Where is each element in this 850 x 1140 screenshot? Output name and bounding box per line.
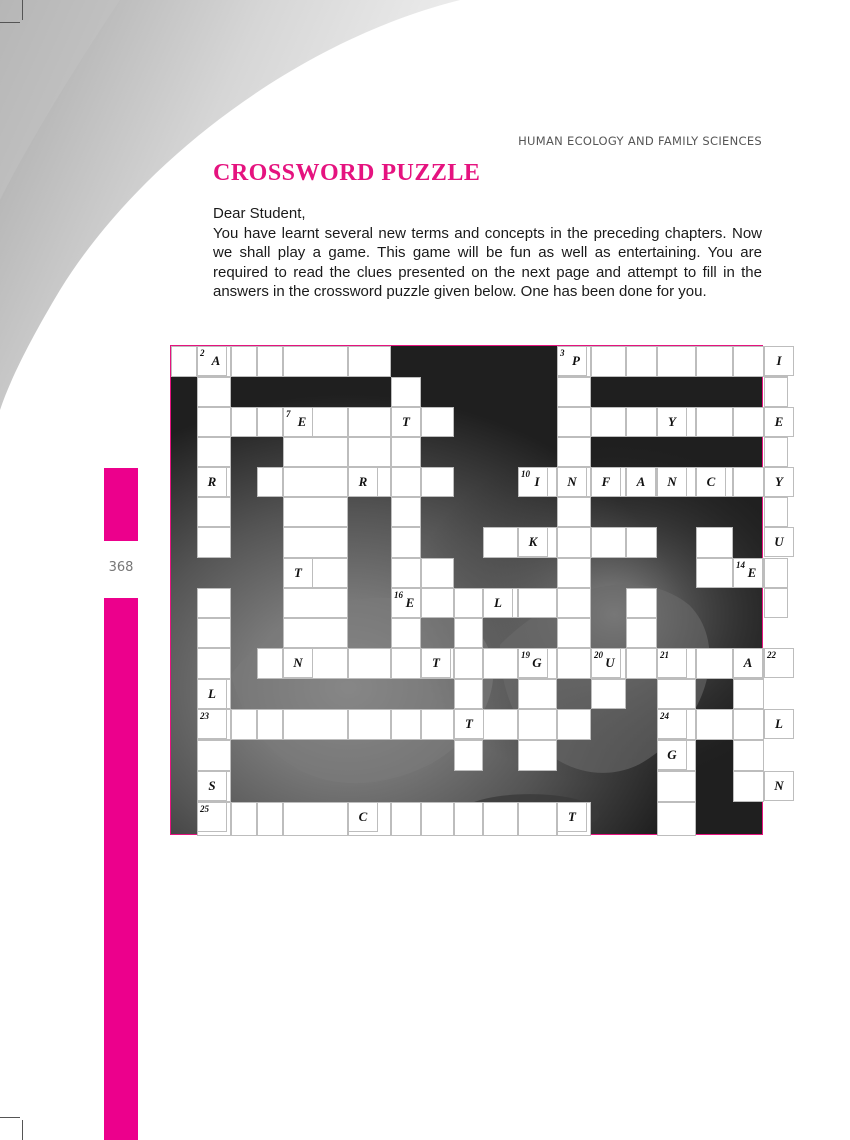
crop-mark: [22, 0, 23, 20]
crossword-cell[interactable]: [557, 407, 591, 437]
cell-letter: Y: [775, 474, 783, 489]
crossword-cell[interactable]: [231, 346, 257, 377]
crossword-cell[interactable]: [257, 467, 283, 497]
crossword-cell[interactable]: [454, 740, 483, 771]
crossword-cell[interactable]: [348, 407, 391, 437]
crossword-cell-filled[interactable]: [518, 527, 548, 557]
crossword-cell[interactable]: [591, 527, 626, 558]
crossword-cell[interactable]: [421, 588, 454, 618]
crossword-cell[interactable]: [557, 377, 591, 407]
crossword-cell-filled[interactable]: [657, 648, 687, 678]
crossword-cell[interactable]: [231, 407, 257, 437]
cell-letter: T: [294, 565, 302, 580]
crossword-cell[interactable]: [733, 709, 764, 740]
crossword-cell[interactable]: [197, 407, 231, 437]
cell-letter: U: [774, 534, 784, 549]
clue-number: 23: [200, 711, 209, 721]
crossword-cell[interactable]: [483, 648, 518, 679]
intro-body: You have learnt several new terms and concepts in the preceding chapters. Now we shall play a game. This game will be fun as well as entertaining. You are required to read the clues presented on the next page and attempt to fill in the answers in the crossword puzzle given below. One has been done for you.: [213, 224, 762, 301]
crossword-cell[interactable]: [626, 527, 657, 558]
crossword-cell[interactable]: [391, 467, 421, 497]
crossword-cell[interactable]: [421, 709, 454, 740]
cell-letter: L: [208, 686, 216, 701]
crossword-cell[interactable]: [557, 437, 591, 467]
crossword-cell[interactable]: [421, 802, 454, 836]
crossword-cell-filled[interactable]: [197, 771, 227, 801]
crossword-cell[interactable]: [696, 648, 733, 679]
crossword-cell-filled[interactable]: [764, 527, 794, 557]
intro-text: [213, 204, 762, 302]
crossword-cell-filled[interactable]: [733, 558, 763, 588]
crop-mark: [0, 1117, 20, 1118]
crossword-cell-filled[interactable]: [657, 407, 687, 437]
crossword-cell[interactable]: [518, 588, 557, 618]
crossword-cell[interactable]: [197, 740, 231, 771]
crossword-cell[interactable]: [283, 588, 348, 618]
crossword-cell-filled[interactable]: [421, 648, 451, 678]
crossword-cell[interactable]: [657, 771, 696, 802]
cell-letter: K: [528, 534, 538, 549]
crossword-cell-filled[interactable]: [764, 709, 794, 739]
crossword-cell[interactable]: [283, 618, 348, 648]
crossword-cell-filled[interactable]: [197, 802, 227, 832]
crossword-cell-filled[interactable]: [696, 467, 726, 497]
crossword-cell[interactable]: [591, 679, 626, 709]
crossword-cell[interactable]: [518, 740, 557, 771]
clue-number: 7: [286, 409, 291, 419]
crossword-cell[interactable]: [197, 527, 231, 558]
crossword-cell[interactable]: [391, 437, 421, 467]
crop-mark: [22, 1120, 23, 1140]
crossword-cell[interactable]: [391, 497, 421, 527]
crossword-cell[interactable]: [657, 802, 696, 836]
crossword-cell-filled[interactable]: [283, 558, 313, 588]
clue-number: 14: [736, 560, 745, 570]
clue-number: 2: [200, 348, 205, 358]
crossword-cell[interactable]: [591, 346, 626, 377]
crossword-cell-filled[interactable]: [348, 467, 378, 497]
crossword-cell[interactable]: [733, 679, 764, 709]
clue-number: 21: [660, 650, 669, 660]
crossword-cell-filled[interactable]: [557, 467, 587, 497]
clue-number: 20: [594, 650, 603, 660]
cell-letter: L: [494, 595, 502, 610]
cell-letter: G: [532, 655, 542, 670]
crossword-cell[interactable]: [454, 618, 483, 648]
crossword-cell[interactable]: [764, 377, 788, 407]
crossword-cell[interactable]: [657, 679, 696, 709]
clue-number: 10: [521, 469, 530, 479]
crossword-cell[interactable]: [283, 802, 348, 836]
crossword-cell-filled[interactable]: [626, 467, 656, 497]
page-number: 368: [108, 560, 134, 575]
crossword-cell[interactable]: [197, 648, 231, 679]
crossword-cell[interactable]: [283, 467, 348, 497]
clue-number: 19: [521, 650, 530, 660]
clue-number: 24: [660, 711, 669, 721]
crossword-cell[interactable]: [626, 588, 657, 618]
crossword-cell[interactable]: [454, 679, 483, 709]
crossword-cell-filled[interactable]: [657, 467, 687, 497]
cell-letter: Y: [668, 414, 676, 429]
cell-letter: L: [775, 716, 783, 731]
cell-letter: R: [207, 474, 217, 489]
crossword-cell-filled[interactable]: [557, 346, 587, 376]
crossword-cell[interactable]: [391, 648, 421, 679]
crossword-cell[interactable]: [197, 618, 231, 648]
crossword-cell[interactable]: [696, 407, 733, 437]
cell-letter: T: [568, 809, 576, 824]
cell-letter: N: [667, 474, 677, 489]
cell-letter: I: [776, 353, 782, 368]
crossword-cell-filled[interactable]: [348, 802, 378, 832]
crossword-cell-filled[interactable]: [591, 648, 621, 678]
cell-letter: T: [465, 716, 473, 731]
crossword-cell[interactable]: [197, 588, 231, 618]
crossword-cell[interactable]: [557, 527, 591, 558]
crossword-cell[interactable]: [733, 346, 764, 377]
cell-letter: R: [358, 474, 368, 489]
cell-letter: E: [774, 414, 784, 429]
crossword-cell-filled[interactable]: [557, 802, 587, 832]
crossword-cell[interactable]: [483, 527, 518, 558]
salutation: Dear Student,: [213, 205, 306, 222]
cell-letter: F: [601, 474, 611, 489]
crossword-cell[interactable]: [557, 618, 591, 648]
crossword-cell[interactable]: [283, 497, 348, 527]
crossword-cell[interactable]: [197, 437, 231, 467]
cell-letter: A: [211, 353, 221, 368]
crossword-cell[interactable]: [733, 771, 764, 802]
cell-letter: N: [567, 474, 577, 489]
crossword-cell-filled[interactable]: [764, 407, 794, 437]
crossword-cell[interactable]: [257, 648, 283, 679]
crossword-cell[interactable]: [557, 497, 591, 527]
crossword-cell[interactable]: [483, 709, 518, 740]
crossword-cell[interactable]: [518, 709, 557, 740]
cell-letter: E: [405, 595, 415, 610]
crossword-cell-filled[interactable]: [283, 648, 313, 678]
crossword-cell[interactable]: [391, 709, 421, 740]
cell-letter: G: [667, 747, 677, 762]
crossword-cell[interactable]: [626, 407, 657, 437]
crossword-cell-filled[interactable]: [518, 467, 548, 497]
crossword-cell[interactable]: [557, 709, 591, 740]
crossword-grid: [170, 345, 784, 835]
crossword-cell[interactable]: [518, 679, 557, 709]
cell-letter: A: [743, 655, 753, 670]
crossword-cell-filled[interactable]: [764, 467, 794, 497]
crossword-cell[interactable]: [348, 648, 391, 679]
crossword-cell[interactable]: [283, 346, 348, 377]
clue-number: 22: [767, 650, 776, 660]
crossword-cell[interactable]: [257, 709, 283, 740]
crossword-cell[interactable]: [348, 437, 391, 467]
crossword-cell[interactable]: [391, 377, 421, 407]
crossword-cell[interactable]: [197, 377, 231, 407]
crossword-cell-filled[interactable]: [518, 648, 548, 678]
crossword-cell-filled[interactable]: [764, 648, 794, 678]
crossword-cell[interactable]: [257, 346, 283, 377]
crossword-cell[interactable]: [348, 346, 391, 377]
crossword-cell[interactable]: [557, 558, 591, 588]
page-title: CROSSWORD PUZZLE: [213, 160, 481, 186]
crossword-cell[interactable]: [283, 527, 348, 558]
crossword-cell[interactable]: [518, 802, 557, 836]
crossword-cell[interactable]: [454, 588, 483, 618]
crossword-cell-filled[interactable]: [657, 740, 687, 770]
crossword-cell-filled[interactable]: [197, 467, 227, 497]
crossword-cell[interactable]: [557, 588, 591, 618]
crossword-cell[interactable]: [391, 558, 421, 588]
cell-letter: E: [747, 565, 757, 580]
crossword-cell[interactable]: [764, 588, 788, 618]
cell-letter: N: [774, 778, 784, 793]
crossword-cell-filled[interactable]: [657, 709, 687, 739]
crossword-cell-filled[interactable]: [764, 346, 794, 376]
crossword-cell[interactable]: [483, 802, 518, 836]
cell-letter: T: [432, 655, 440, 670]
crossword-cell[interactable]: [391, 527, 421, 558]
crossword-cell[interactable]: [171, 346, 197, 377]
cell-letter: U: [605, 655, 615, 670]
crossword-cell[interactable]: [283, 437, 348, 467]
crossword-cell[interactable]: [696, 709, 733, 740]
crossword-cell[interactable]: [454, 648, 483, 679]
crossword-cell[interactable]: [696, 346, 733, 377]
crossword-cell[interactable]: [696, 558, 733, 588]
cell-letter: C: [706, 474, 716, 489]
crossword-cell[interactable]: [348, 709, 391, 740]
cell-letter: P: [572, 353, 580, 368]
cell-letter: A: [636, 474, 646, 489]
cell-letter: C: [358, 809, 368, 824]
crop-mark: [0, 22, 20, 23]
crossword-cell[interactable]: [733, 407, 764, 437]
crossword-cell[interactable]: [657, 346, 696, 377]
crossword-cell[interactable]: [391, 618, 421, 648]
cell-letter: T: [402, 414, 410, 429]
crossword-cell-filled[interactable]: [197, 346, 227, 376]
crossword-cell[interactable]: [764, 558, 788, 588]
crossword-cell-filled[interactable]: [391, 588, 421, 618]
crossword-cell-filled[interactable]: [591, 467, 621, 497]
crossword-cell[interactable]: [454, 802, 483, 836]
side-accent-bar-top: [104, 468, 138, 541]
crossword-cell-filled[interactable]: [283, 407, 313, 437]
crossword-cell-filled[interactable]: [733, 648, 763, 678]
crossword-cell[interactable]: [231, 802, 257, 836]
crossword-cell-filled[interactable]: [483, 588, 513, 618]
crossword-cell[interactable]: [626, 346, 657, 377]
crossword-cell-filled[interactable]: [197, 709, 227, 739]
crossword-cell[interactable]: [591, 407, 626, 437]
crossword-cell[interactable]: [421, 467, 454, 497]
crossword-cell[interactable]: [557, 648, 591, 679]
crossword-cell[interactable]: [283, 709, 348, 740]
crossword-cell[interactable]: [391, 802, 421, 836]
cell-letter: N: [293, 655, 303, 670]
cell-letter: E: [297, 414, 307, 429]
crossword-cell-filled[interactable]: [197, 679, 227, 709]
cell-letter: I: [534, 474, 540, 489]
crossword-cell[interactable]: [231, 709, 257, 740]
crossword-cell-filled[interactable]: [454, 709, 484, 739]
crossword-cell-filled[interactable]: [764, 771, 794, 801]
crossword-cell[interactable]: [764, 437, 788, 467]
crossword-cell-filled[interactable]: [391, 407, 421, 437]
crossword-cell[interactable]: [764, 497, 788, 527]
crossword-cell[interactable]: [733, 467, 764, 497]
running-header: HUMAN ECOLOGY AND FAMILY SCIENCES: [518, 134, 762, 148]
crossword-cell[interactable]: [421, 558, 454, 588]
clue-number: 25: [200, 804, 209, 814]
crossword-cell[interactable]: [696, 527, 733, 558]
cell-letter: S: [208, 778, 216, 793]
clue-number: 16: [394, 590, 403, 600]
crossword-cell[interactable]: [626, 648, 657, 679]
crossword-cell[interactable]: [733, 740, 764, 771]
crossword-cell[interactable]: [421, 407, 454, 437]
crossword-cell[interactable]: [257, 407, 283, 437]
clue-number: 3: [560, 348, 565, 358]
side-accent-bar-bottom: [104, 598, 138, 1140]
crossword-cell[interactable]: [257, 802, 283, 836]
crossword-cell[interactable]: [626, 618, 657, 648]
crossword-cell[interactable]: [197, 497, 231, 527]
